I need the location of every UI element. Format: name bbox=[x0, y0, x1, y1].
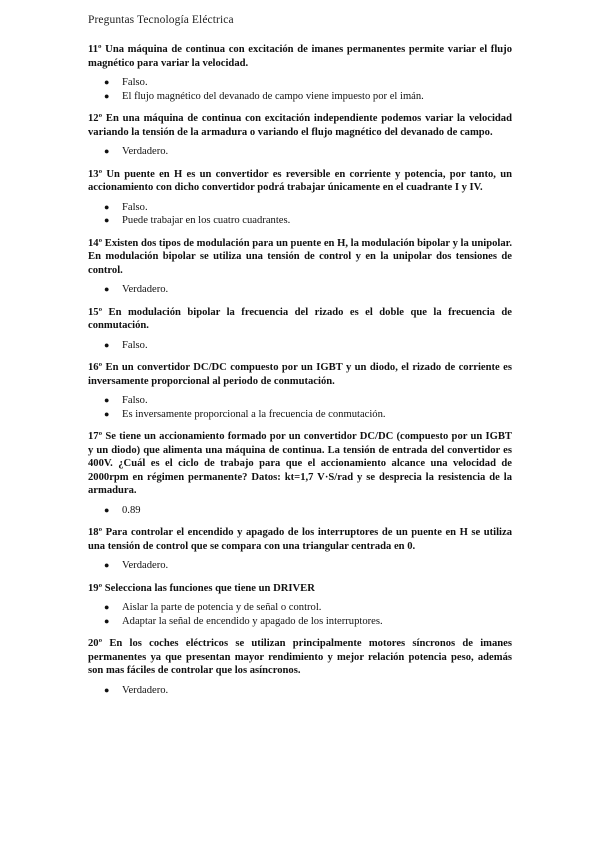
question-block-20 bbox=[88, 637, 512, 697]
question-block-18 bbox=[88, 526, 512, 573]
answer-item: ● Adaptar la señal de encendido y apagado de los interruptores. bbox=[104, 615, 383, 627]
answer-list bbox=[88, 145, 512, 159]
answer-item: ● Verdadero. bbox=[104, 560, 169, 571]
answer-item: ● Verdadero. bbox=[104, 146, 169, 157]
answer-list bbox=[88, 283, 512, 297]
answer-list bbox=[88, 339, 512, 353]
answer-item: ● Verdadero. bbox=[104, 284, 169, 295]
question-text: 17º Se tiene un accionamiento formado por un convertidor DC/DC (compuesto por un IGBT y un diodo) que alimenta una máquina de continua. La tensión de entrada del convertidor es 400V. ¿Cuál es el ciclo de trabajo para que el accionamiento alcance una velocidad de 2000rpm en régimen permanente? Datos: kt=1,7 V·S/rad y se desprecia la resistencia de la armadura. bbox=[88, 431, 512, 496]
answer-item: ● Falso. bbox=[104, 339, 148, 351]
question-text: 11º Una máquina de continua con excitación de imanes permanentes permite variar el flujo magnético para variar la velocidad. bbox=[88, 44, 512, 69]
question-text: 12º En una máquina de continua con excitación independiente podemos variar la velocidad variando la tensión de la armadura o variando el flujo magnético del devanado de campo. bbox=[88, 113, 512, 138]
question-text: 13º Un puente en H es un convertidor es reversible en corriente y potencia, por tanto, un accionamiento con dicho convertidor podrá trabajar únicamente en el cuadrante I y IV. bbox=[88, 168, 512, 193]
bullet-icon: ● bbox=[104, 339, 110, 350]
question-text: 16º En un convertidor DC/DC compuesto por un IGBT y un diodo, el rizado de corriente es inversamente proporcional al periodo de conmutación. bbox=[88, 362, 512, 387]
question-block-19 bbox=[88, 582, 512, 629]
answer-list bbox=[88, 601, 512, 628]
question-block-16 bbox=[88, 361, 512, 421]
answer-list bbox=[88, 504, 512, 518]
bullet-icon: ● bbox=[104, 146, 110, 156]
question-text: 18º Para controlar el encendido y apagado de los interruptores de un puente en H se utiliza una tensión de control que se compara con una triangular centrada en 0. bbox=[88, 527, 512, 552]
question-block-11 bbox=[88, 43, 512, 103]
question-text: 14º Existen dos tipos de modulación para un puente en H, la modulación bipolar y la unipolar. En modulación bipolar se utiliza una tensión de control y en la unipolar dos tensiones de control. bbox=[88, 237, 512, 276]
answer-list bbox=[88, 76, 512, 103]
bullet-icon: ● bbox=[104, 408, 110, 419]
answer-item: ● Puede trabajar en los cuatro cuadrantes. bbox=[104, 215, 291, 226]
bullet-icon: ● bbox=[104, 504, 110, 515]
answer-list bbox=[88, 394, 512, 421]
answer-item: ● Falso. bbox=[104, 395, 148, 406]
answer-item: ● Aislar la parte de potencia y de señal o control. bbox=[104, 602, 322, 613]
question-text: 15º En modulación bipolar la frecuencia del rizado es el doble que la frecuencia de conmutación. bbox=[88, 306, 512, 331]
answer-list bbox=[88, 684, 512, 698]
bullet-icon: ● bbox=[104, 615, 110, 626]
bullet-icon: ● bbox=[104, 602, 110, 612]
bullet-icon: ● bbox=[104, 560, 110, 570]
answer-item: ● Verdadero. bbox=[104, 684, 169, 696]
answer-item: ● 0.89 bbox=[104, 504, 141, 516]
answer-item: ● El flujo magnético del devanado de campo viene impuesto por el imán. bbox=[104, 90, 424, 102]
question-block-13 bbox=[88, 168, 512, 228]
question-text: 20º En los coches eléctricos se utilizan principalmente motores síncronos de imanes permanentes ya que presentan mayor rendimiento y mejor relación potencia peso, además son mas fáciles de controlar que los asíncronos. bbox=[88, 638, 512, 676]
bullet-icon: ● bbox=[104, 395, 110, 405]
answer-item: ● Es inversamente proporcional a la frecuencia de conmutación. bbox=[104, 408, 386, 420]
answer-list bbox=[88, 201, 512, 228]
question-block-14 bbox=[88, 237, 512, 297]
answer-list bbox=[88, 559, 512, 573]
question-block-15 bbox=[88, 306, 512, 353]
page-header: Preguntas Tecnología Eléctrica bbox=[88, 14, 234, 26]
bullet-icon: ● bbox=[104, 77, 110, 87]
bullet-icon: ● bbox=[104, 284, 110, 294]
answer-item: ● Falso. bbox=[104, 201, 148, 213]
bullet-icon: ● bbox=[104, 201, 110, 212]
answer-item: ● Falso. bbox=[104, 77, 148, 88]
question-text: 19º Selecciona las funciones que tiene un DRIVER bbox=[88, 582, 315, 594]
bullet-icon: ● bbox=[104, 90, 110, 101]
question-block-12 bbox=[88, 112, 512, 159]
bullet-icon: ● bbox=[104, 684, 110, 695]
question-block-17 bbox=[88, 430, 512, 517]
bullet-icon: ● bbox=[104, 215, 110, 225]
